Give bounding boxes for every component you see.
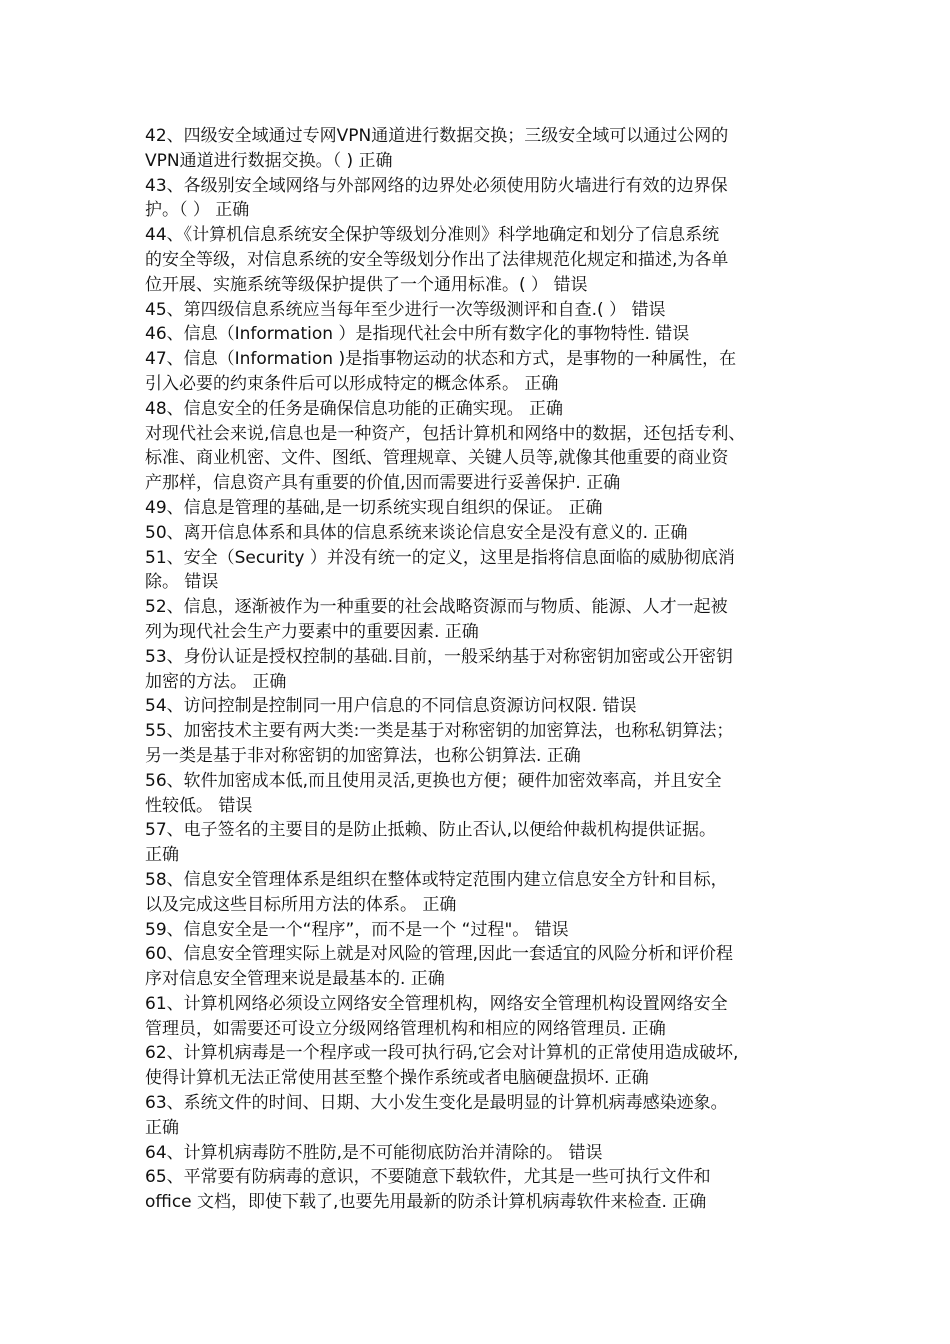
- text-line: 51、安全（Security ）并没有统一的定义，这里是指将信息面临的威胁彻底消: [145, 547, 735, 568]
- text-line: 列为现代社会生产力要素中的重要因素. 正确: [145, 621, 479, 642]
- text-line: 49、信息是管理的基础,是一切系统实现自组织的保证。 正确: [145, 497, 603, 518]
- text-line: 以及完成这些目标所用方法的体系。 正确: [145, 894, 457, 915]
- text-line: 53、身份认证是授权控制的基础.目前，一般采纳基于对称密钥加密或公开密钥: [145, 646, 734, 667]
- text-line: 位开展、实施系统等级保护提供了一个通用标准。( ） 错误: [145, 274, 588, 295]
- text-line: 护。（ ） 正确: [145, 200, 250, 221]
- text-line: 61、计算机网络必须设立网络安全管理机构，网络安全管理机构设置网络安全: [145, 993, 728, 1014]
- text-line: 56、软件加密成本低,而且使用灵活,更换也方便；硬件加密效率高，并且安全: [145, 770, 722, 791]
- text-line: 标准、商业机密、文件、图纸、管理规章、关键人员等,就像其他重要的商业资: [145, 448, 729, 469]
- text-line: 序对信息安全管理来说是最基本的. 正确: [145, 969, 445, 990]
- text-line: 62、计算机病毒是一个程序或一段可执行码,它会对计算机的正常使用造成破坏,: [145, 1043, 739, 1064]
- text-line: 对现代社会来说,信息也是一种资产，包括计算机和网络中的数据，还包括专利、: [145, 423, 746, 444]
- text-line: 52、信息，逐渐被作为一种重要的社会战略资源而与物质、能源、人才一起被: [145, 597, 728, 618]
- text-line: 使得计算机无法正常使用甚至整个操作系统或者电脑硬盘损坏. 正确: [145, 1068, 649, 1089]
- text-line: 59、信息安全是一个“程序”，而不是一个 “过程"。 错误: [145, 919, 569, 940]
- text-line: 57、电子签名的主要目的是防止抵赖、防止否认,以便给仲裁机构提供证据。: [145, 820, 717, 841]
- text-line: VPN通道进行数据交换。（ ) 正确: [145, 150, 393, 171]
- text-line: 63、系统文件的时间、日期、大小发生变化是最明显的计算机病毒感染迹象。: [145, 1093, 728, 1114]
- text-line: 55、加密技术主要有两大类:一类是基于对称密钥的加密算法，也称私钥算法；: [145, 721, 734, 742]
- text-line: 正确: [145, 845, 179, 866]
- text-line: 48、信息安全的任务是确保信息功能的正确实现。 正确: [145, 398, 564, 419]
- text-line: 46、信息（Information ）是指现代社会中所有数字化的事物特性. 错误: [145, 324, 690, 345]
- text-line: 性较低。 错误: [145, 795, 253, 816]
- text-line: 65、平常要有防病毒的意识，不要随意下载软件，尤其是一些可执行文件和: [145, 1167, 711, 1188]
- text-line: 引入必要的约束条件后可以形成特定的概念体系。 正确: [145, 373, 559, 394]
- text-line: 除。 错误: [145, 572, 219, 593]
- text-line: 正确: [145, 1117, 179, 1138]
- text-line: 60、信息安全管理实际上就是对风险的管理,因此一套适宜的风险分析和评价程: [145, 944, 734, 965]
- text-line: 45、第四级信息系统应当每年至少进行一次等级测评和自查.( ） 错误: [145, 299, 666, 320]
- document-body: [145, 124, 815, 1215]
- text-line: 44、《计算机信息系统安全保护等级划分准则》科学地确定和划分了信息系统: [145, 225, 720, 246]
- text-line: 43、各级别安全域网络与外部网络的边界处必须使用防火墙进行有效的边界保: [145, 175, 728, 196]
- text-line: 的安全等级，对信息系统的安全等级划分作出了法律规范化规定和描述,为各单: [145, 249, 729, 270]
- text-line: 加密的方法。 正确: [145, 671, 287, 692]
- text-line: 另一类是基于非对称密钥的加密算法，也称公钥算法. 正确: [145, 745, 581, 766]
- text-line: 50、离开信息体系和具体的信息系统来谈论信息安全是没有意义的. 正确: [145, 522, 688, 543]
- text-line: 产那样，信息资产具有重要的价值,因而需要进行妥善保护. 正确: [145, 473, 621, 494]
- text-line: office 文档，即使下载了,也要先用最新的防杀计算机病毒软件来检查. 正确: [145, 1192, 707, 1213]
- text-line: 58、信息安全管理体系是组织在整体或特定范围内建立信息安全方针和目标，: [145, 869, 728, 890]
- text-line: 47、信息（Information )是指事物运动的状态和方式，是事物的一种属性，在: [145, 349, 737, 370]
- text-line: 64、计算机病毒防不胜防,是不可能彻底防治并清除的。 错误: [145, 1142, 603, 1163]
- text-line: 管理员，如需要还可设立分级网络管理机构和相应的网络管理员. 正确: [145, 1018, 666, 1039]
- text-line: 54、访问控制是控制同一用户信息的不同信息资源访问权限. 错误: [145, 696, 637, 717]
- text-line: 42、四级安全域通过专网VPN通道进行数据交换；三级安全域可以通过公网的: [145, 126, 729, 146]
